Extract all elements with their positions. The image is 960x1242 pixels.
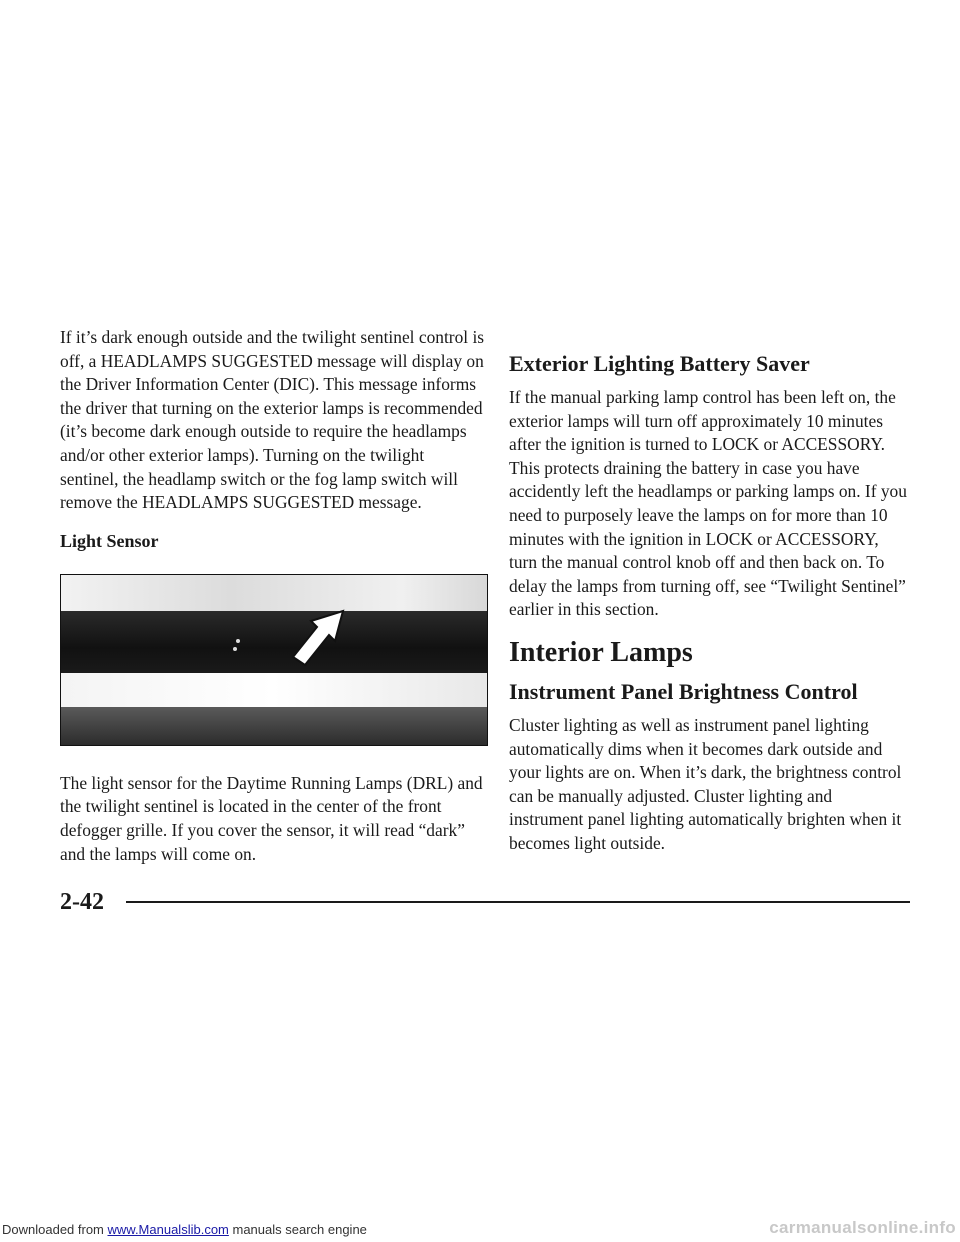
light-sensor-heading: Light Sensor: [60, 530, 159, 551]
download-suffix: manuals search engine: [228, 1222, 367, 1237]
light-sensor-caption: The light sensor for the Daytime Running Lamps (DRL) and the twilight sentinel is located in the center of the front defogger grille. If you cover the sensor, it will read “dark” and the lamps will come on.: [60, 772, 483, 864]
battery-saver-heading: Exterior Lighting Battery Saver: [509, 351, 810, 376]
site-watermark: carmanualsonline.info: [769, 1218, 956, 1237]
left-column: [60, 326, 485, 866]
download-prefix: Downloaded from: [2, 1222, 108, 1237]
light-sensor-photo: [60, 574, 488, 746]
manualslib-link[interactable]: www.Manualslib.com: [107, 1222, 229, 1237]
interior-lamps-heading: Interior Lamps: [509, 636, 693, 668]
download-source-bar: [2, 1222, 367, 1237]
footer-rule: [126, 901, 910, 903]
right-column: [509, 350, 909, 856]
page-number: 2-42: [60, 889, 104, 915]
battery-saver-paragraph: If the manual parking lamp control has been left on, the exterior lamps will turn off approximately 10 minutes after the ignition is turned to LOCK or ACCESSORY. This protects draining the battery in case you have accidently left the headlamps or parking lamps on. If you need to purposely leave the lamps on for more than 10 minutes with the ignition in LOCK or ACCESSORY, turn the manual control knob off and then back on. To delay the lamps from turning off, see “Twilight Sentinel” earlier in this section.: [509, 387, 907, 620]
page-footer: [60, 888, 910, 918]
arrow-icon: [61, 575, 487, 745]
brightness-control-heading: Instrument Panel Brightness Control: [509, 678, 858, 704]
brightness-control-paragraph: Cluster lighting as well as instrument panel lighting automatically dims when it becomes dark outside and your lights are on. When it’s dark, the brightness control can be manually adjusted. Cluster lighting and instrument panel lighting automatically brighten when it becomes light outside.: [509, 714, 902, 853]
intro-paragraph: If it’s dark enough outside and the twilight sentinel control is off, a HEADLAMPS SUGGESTED message will display on the Driver Information Center (DIC). This message informs the driver that turning on the exterior lamps is recommended (it’s become dark enough outside to require the headlamps and/or other exterior lamps). Turning on the twilight sentinel, the headlamp switch or the fog lamp switch will remove the HEADLAMPS SUGGESTED message.: [60, 327, 485, 513]
